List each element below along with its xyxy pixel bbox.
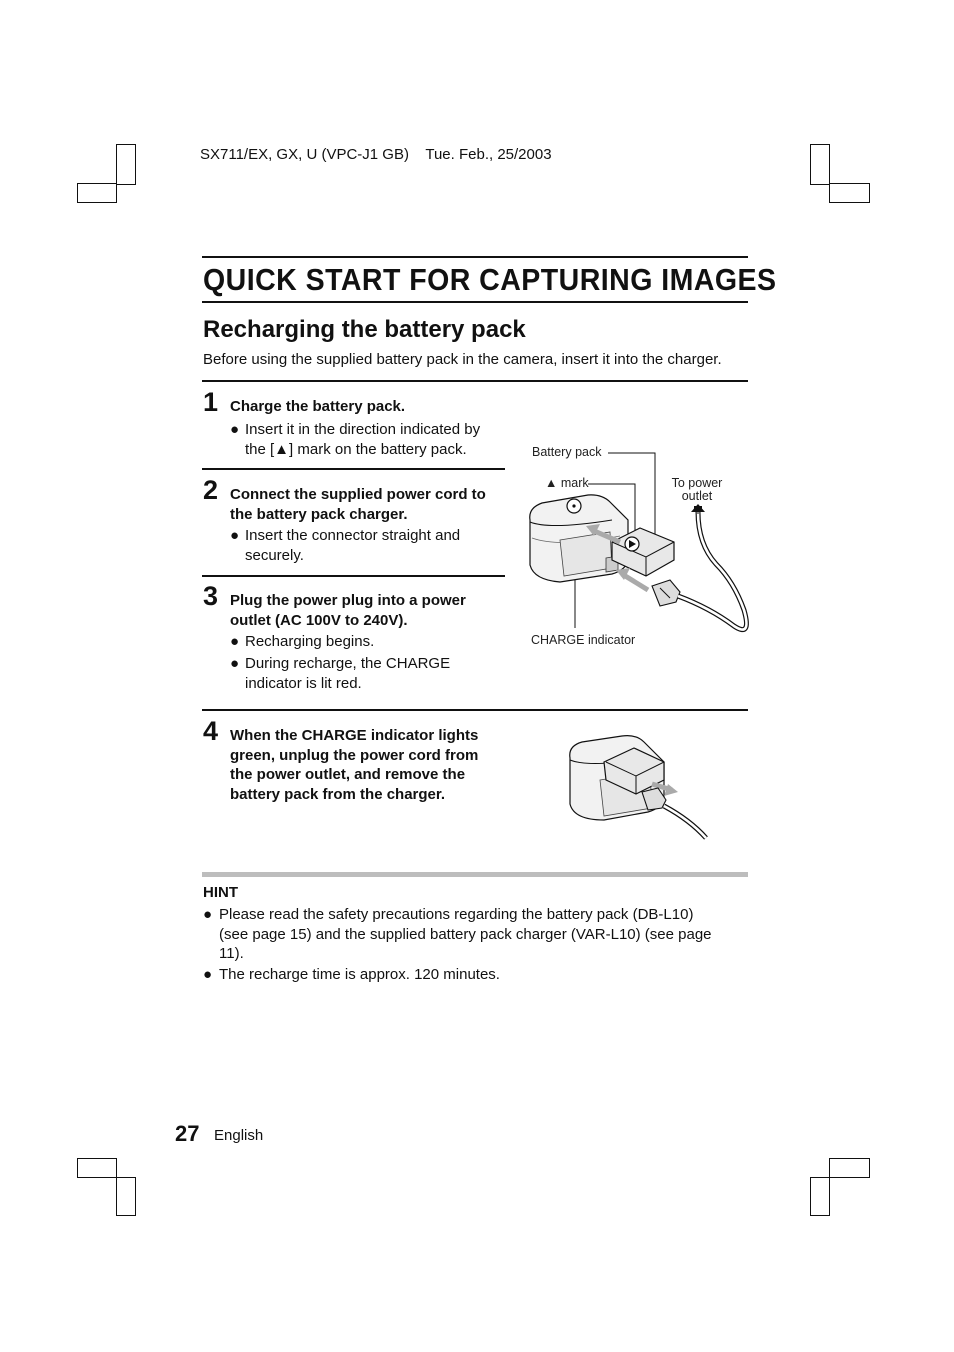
- bullet-line: Recharging begins.: [245, 633, 375, 650]
- title-rule-top: [202, 256, 748, 258]
- step-title-line: Connect the supplied power cord to: [230, 486, 486, 503]
- bullet-dot: ●: [203, 906, 213, 923]
- hint-line: Please read the safety precautions regarding the battery pack (DB-L10): [219, 906, 694, 923]
- step-title-line: green, unplug the power cord from: [230, 746, 479, 764]
- power-outlet-label-line: outlet: [681, 489, 713, 503]
- remove-battery-illustration: [560, 728, 720, 843]
- crop-mark: [810, 1177, 830, 1216]
- section-title: Recharging the battery pack: [203, 316, 526, 343]
- document-header: SX711/EX, GX, U (VPC-J1 GB) Tue. Feb., 25/2003: [200, 146, 552, 163]
- title-rule-bottom: [202, 301, 748, 303]
- step-title-line: Plug the power plug into a power: [230, 592, 466, 609]
- bullet-line: indicator is lit red.: [245, 674, 362, 692]
- bullet-dot: ●: [230, 633, 240, 650]
- step-title: [230, 726, 478, 804]
- bullet-line: securely.: [245, 546, 304, 564]
- step-title: [230, 485, 486, 524]
- charger-illustration: [520, 440, 760, 650]
- step-title-line: the battery pack charger.: [230, 505, 408, 523]
- crop-mark: [116, 144, 136, 185]
- step-title: [230, 591, 466, 630]
- bullet-dot: ●: [203, 966, 213, 983]
- step-title-line: battery pack from the charger.: [230, 785, 446, 803]
- crop-mark: [116, 1177, 136, 1216]
- step-bullet: [230, 526, 460, 565]
- bullet-dot: ●: [230, 421, 240, 438]
- crop-mark: [829, 1158, 870, 1178]
- page-title: QUICK START FOR CAPTURING IMAGES: [203, 262, 777, 297]
- bullet-dot: ●: [230, 655, 240, 672]
- step-number: 2: [203, 475, 219, 505]
- intro-rule: [202, 380, 748, 382]
- hint-line: The recharge time is approx. 120 minutes.: [219, 966, 500, 983]
- page-number: 27: [175, 1121, 200, 1146]
- bullet-line: Insert the connector straight and: [245, 527, 461, 544]
- hint-item: [203, 965, 749, 985]
- step-rule: [202, 709, 748, 711]
- bullet-line: the [▲] mark on the battery pack.: [245, 440, 467, 458]
- crop-mark: [810, 144, 830, 185]
- plug-arrow: [622, 574, 648, 590]
- hint-line: (see page 15) and the supplied battery pack charger (VAR-L10) (see page: [219, 925, 712, 943]
- step-number: 4: [203, 716, 219, 746]
- step-bullet: [230, 420, 480, 459]
- step-bullet: [230, 632, 374, 652]
- step-title-line: the power outlet, and remove the: [230, 766, 466, 783]
- step-title-line: When the CHARGE indicator lights: [230, 727, 479, 744]
- step-rule: [202, 468, 505, 470]
- step-number: 3: [203, 581, 219, 611]
- mark-label: ▲ mark: [545, 476, 589, 490]
- crop-mark: [77, 183, 117, 203]
- power-plug: [652, 580, 680, 606]
- power-outlet-label-line: To power: [671, 476, 723, 490]
- battery-pack-label: Battery pack: [532, 445, 602, 459]
- hint-divider: [202, 872, 748, 877]
- crop-mark: [77, 1158, 117, 1178]
- bullet-line: During recharge, the CHARGE: [245, 655, 451, 672]
- hint-title: HINT: [203, 884, 238, 901]
- step-title-line: outlet (AC 100V to 240V).: [230, 611, 408, 629]
- step-title: Charge the battery pack.: [230, 398, 406, 415]
- charge-indicator-label: CHARGE indicator: [531, 633, 636, 647]
- intro-text: Before using the supplied battery pack in the camera, insert it into the charger.: [203, 351, 722, 368]
- step-rule: [202, 575, 505, 577]
- language-label: English: [214, 1127, 264, 1144]
- step-bullet: [230, 654, 450, 693]
- crop-mark: [829, 183, 870, 203]
- step-number: 1: [203, 387, 219, 417]
- bullet-dot: ●: [230, 527, 240, 544]
- hint-item: [203, 905, 749, 964]
- hint-line: 11).: [219, 945, 244, 962]
- bullet-line: Insert it in the direction indicated by: [245, 421, 481, 438]
